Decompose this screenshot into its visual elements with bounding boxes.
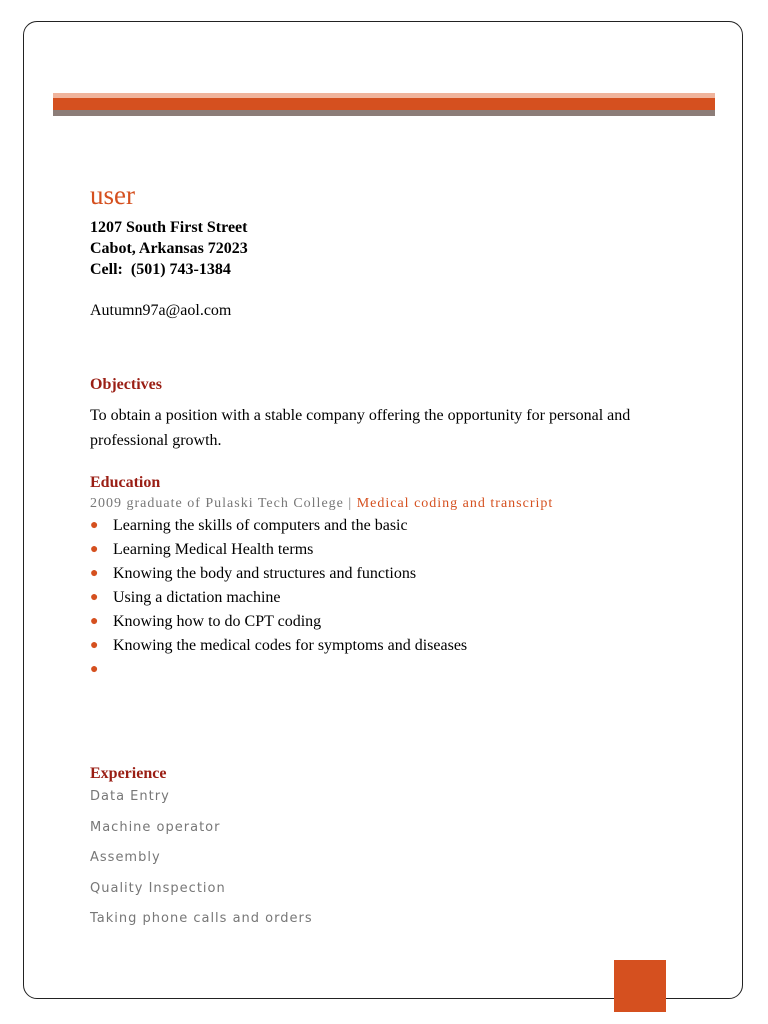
resume-name: user bbox=[90, 180, 135, 210]
list-item-text: Knowing how to do CPT coding bbox=[113, 613, 322, 630]
education-summary bbox=[90, 496, 553, 512]
objectives-text: To obtain a position with a stable company offering the opportunity for personal and professional growth. bbox=[90, 407, 631, 449]
list-item bbox=[90, 586, 467, 610]
list-item-text: Learning the skills of computers and the basic bbox=[113, 517, 408, 534]
objectives-heading: Objectives bbox=[90, 376, 162, 393]
email-address: Autumn97a@aol.com bbox=[90, 302, 232, 319]
list-item bbox=[90, 610, 467, 634]
list-item bbox=[90, 634, 467, 658]
address-line-1: 1207 South First Street bbox=[90, 219, 248, 236]
list-item-text: Learning Medical Health terms bbox=[113, 541, 314, 558]
experience-item: Quality Inspection bbox=[90, 880, 226, 896]
experience-item: Machine operator bbox=[90, 819, 221, 835]
course-name: Medical coding and transcript bbox=[356, 496, 554, 511]
header-band-dark bbox=[53, 110, 715, 116]
bullet-icon: ● bbox=[90, 566, 99, 581]
education-skills-list bbox=[90, 514, 467, 682]
list-item bbox=[90, 538, 467, 562]
footer-accent-square bbox=[614, 960, 666, 1012]
experience-heading: Experience bbox=[90, 765, 167, 782]
experience-item: Data Entry bbox=[90, 789, 170, 804]
bullet-icon: ● bbox=[90, 662, 99, 677]
experience-item: Taking phone calls and orders bbox=[90, 911, 313, 927]
summary-divider: | bbox=[348, 496, 353, 511]
bullet-icon: ● bbox=[90, 518, 99, 533]
list-item-text: Knowing the body and structures and functions bbox=[113, 565, 417, 582]
education-heading: Education bbox=[90, 474, 161, 491]
experience-list bbox=[90, 786, 313, 939]
address-line-2: Cabot, Arkansas 72023 bbox=[90, 240, 248, 257]
bullet-icon: ● bbox=[90, 590, 99, 605]
list-item-text: Knowing the medical codes for symptoms and diseases bbox=[113, 637, 468, 654]
bullet-icon: ● bbox=[90, 542, 99, 557]
contact-address bbox=[90, 217, 248, 280]
graduation-text: 2009 graduate of Pulaski Tech College bbox=[90, 496, 344, 511]
phone-line: Cell: (501) 743-1384 bbox=[90, 261, 231, 278]
experience-item: Assembly bbox=[90, 850, 161, 866]
list-item bbox=[90, 514, 467, 538]
bullet-icon: ● bbox=[90, 614, 99, 629]
bullet-icon: ● bbox=[90, 638, 99, 653]
header-band-accent bbox=[53, 98, 715, 110]
list-item-text: Using a dictation machine bbox=[113, 589, 281, 606]
list-item bbox=[90, 658, 467, 682]
list-item bbox=[90, 562, 467, 586]
